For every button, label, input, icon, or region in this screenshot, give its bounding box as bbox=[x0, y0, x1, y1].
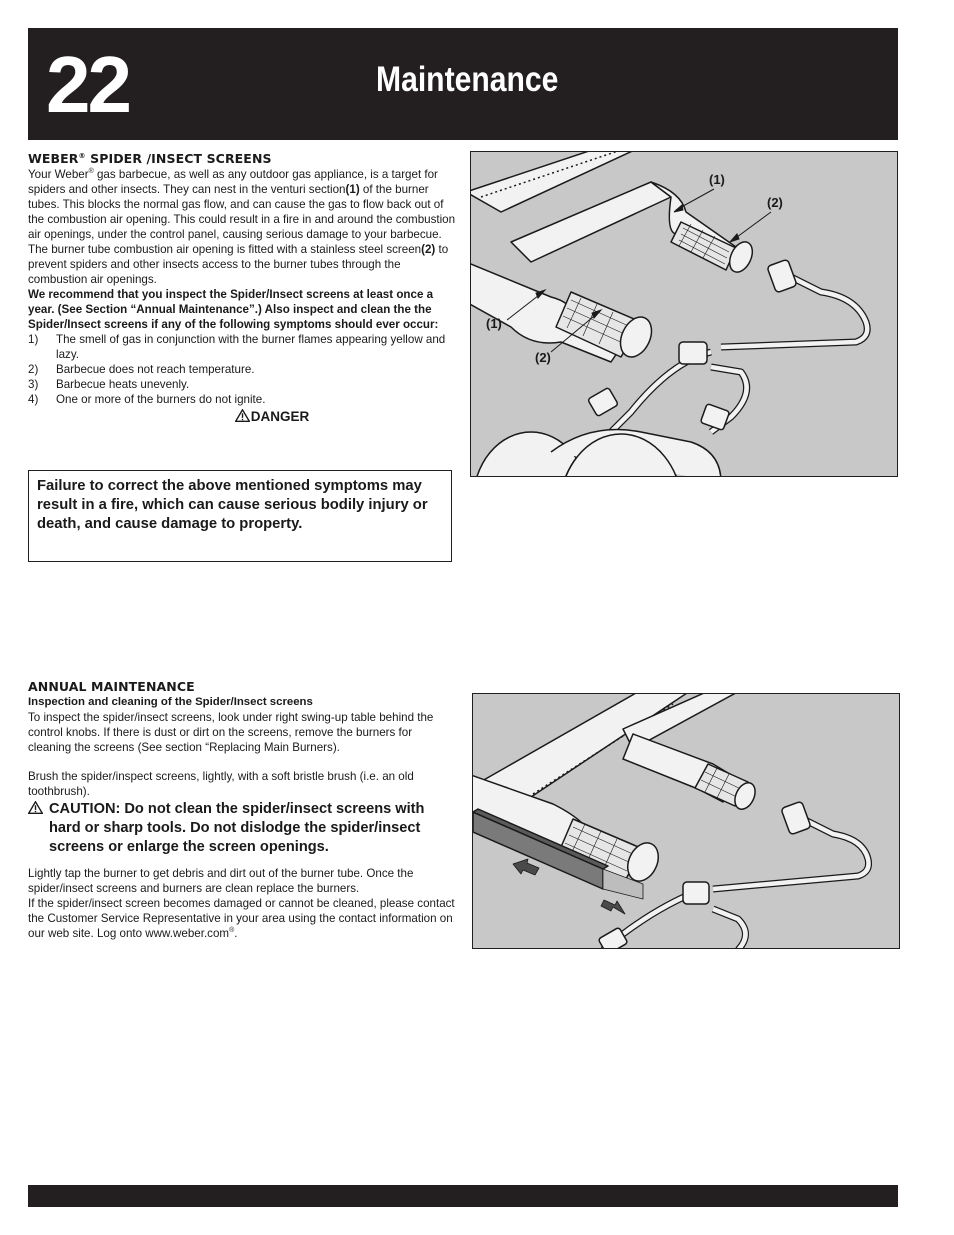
annual-section bbox=[28, 679, 456, 941]
paragraph-contact bbox=[28, 896, 456, 941]
ref-screen: (2) bbox=[421, 243, 436, 256]
text: Your Weber bbox=[28, 168, 89, 181]
caution-notice bbox=[28, 800, 456, 857]
list-number: 2) bbox=[28, 363, 39, 376]
text: If the spider/insect screen becomes damaged or cannot be cleaned, please contact the Customer Service Representative in your area using the contact information on our web site. Log onto www.weber.com bbox=[28, 897, 455, 940]
list-text: The smell of gas in conjunction with the burner flames appearing yellow and lazy. bbox=[56, 333, 446, 361]
caution-text: CAUTION: Do not clean the spider/insect screens with hard or sharp tools. Do not dislodge the spider/insect screens or enlarge the screen openings. bbox=[49, 801, 425, 855]
page-number: 22 bbox=[46, 40, 129, 129]
paragraph-spiders bbox=[28, 167, 456, 242]
danger-heading bbox=[28, 408, 456, 426]
heading-suffix: SPIDER /INSECT SCREENS bbox=[85, 151, 272, 166]
registered-mark: ® bbox=[229, 927, 235, 935]
text: to prevent spiders and other insects access to the burner tubes through the combustion air openings. bbox=[28, 243, 449, 286]
list-item bbox=[28, 377, 456, 392]
list-number: 1) bbox=[28, 333, 39, 346]
warning-triangle-icon bbox=[28, 801, 43, 814]
section-heading-spider bbox=[28, 151, 456, 167]
list-text: One or more of the burners do not ignite. bbox=[56, 393, 266, 406]
warning-triangle-icon bbox=[235, 409, 250, 422]
footer-bar bbox=[28, 1185, 898, 1207]
symptom-list bbox=[28, 332, 456, 407]
text: . bbox=[234, 927, 238, 940]
callout-leaders bbox=[471, 152, 898, 477]
registered-mark: ® bbox=[78, 151, 86, 160]
paragraph-inspect: To inspect the spider/insect screens, look under right swing-up table behind the control knobs. If there is dust or dirt on the screens, remove the burners for cleaning the screens (See section “Replacing Main Burners). bbox=[28, 711, 434, 754]
registered-mark: ® bbox=[88, 168, 94, 176]
list-item bbox=[28, 392, 456, 407]
heading-prefix: WEBER bbox=[28, 151, 79, 166]
ref-venturi: (1) bbox=[345, 183, 360, 196]
list-text: Barbecue heats unevenly. bbox=[56, 378, 190, 391]
list-item bbox=[28, 362, 456, 377]
callout-label: (2) bbox=[767, 195, 783, 210]
list-text: Barbecue does not reach temperature. bbox=[56, 363, 255, 376]
paragraph-brush: Brush the spider/inspect screens, lightly, with a soft bristle brush (i.e. an old toothbrush). bbox=[28, 770, 414, 798]
list-number: 3) bbox=[28, 378, 39, 391]
danger-label: DANGER bbox=[250, 409, 310, 424]
figure-brush-cleaning bbox=[472, 693, 900, 949]
subheading: Inspection and cleaning of the Spider/Insect screens bbox=[28, 696, 313, 708]
paragraph-tap: Lightly tap the burner to get debris and dirt out of the burner tube. Once the spider/insect screens and burners are clean replace the burners. bbox=[28, 867, 414, 895]
section-heading-annual: ANNUAL MAINTENANCE bbox=[28, 679, 195, 694]
danger-box: Failure to correct the above mentioned symptoms may result in a fire, which can cause serious bodily injury or death, and cause damage to property. bbox=[28, 470, 452, 562]
callout-label: (1) bbox=[486, 316, 502, 331]
text: The burner tube combustion air opening is fitted with a stainless steel screen bbox=[28, 243, 422, 256]
page-title: Maintenance bbox=[376, 60, 559, 99]
spacer bbox=[28, 755, 456, 769]
page-header bbox=[28, 28, 898, 140]
callout-label: (2) bbox=[535, 350, 551, 365]
list-item bbox=[28, 332, 456, 362]
paragraph-screen bbox=[28, 242, 456, 287]
list-number: 4) bbox=[28, 393, 39, 406]
text: of the burner tubes. This blocks the normal gas flow, and can cause the gas to flow back out of the combustion air opening. This could result in a fire in and around the combustion air openings, under the control panel, causing serious damage to your barbecue. bbox=[28, 183, 456, 241]
recommendation-text: We recommend that you inspect the Spider/Insect screens at least once a year. (See Section “Annual Maintenance”.) Also inspect and clean the the Spider/Insect screens if any of the following symptoms should ever occur: bbox=[28, 288, 439, 331]
spider-section bbox=[28, 151, 456, 426]
figure-burner-screens bbox=[470, 151, 898, 477]
callout-label: (1) bbox=[709, 172, 725, 187]
brush-illustration bbox=[473, 694, 900, 949]
text: gas barbecue, as well as any outdoor gas appliance, is a target for spiders and other insects. They can nest in the venturi section bbox=[28, 168, 438, 196]
